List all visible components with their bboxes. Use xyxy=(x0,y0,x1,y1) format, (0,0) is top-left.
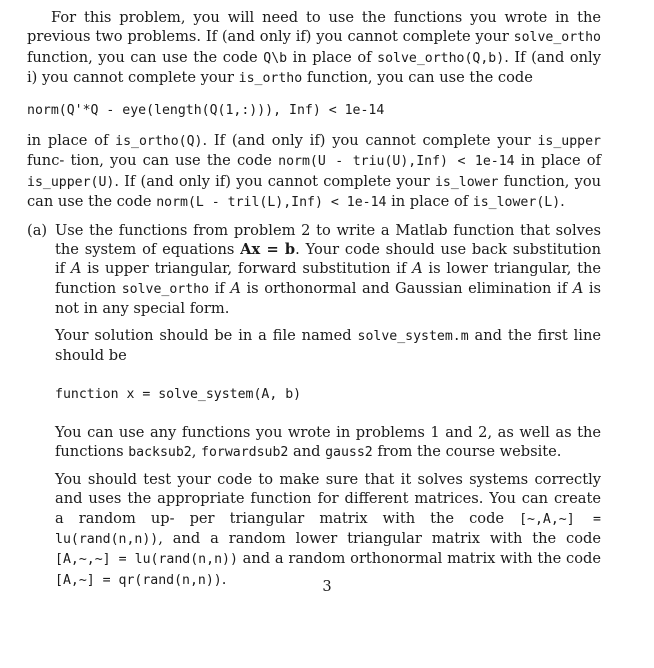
intro-paragraph: For this problem, you will need to use the functions you wrote in the previous two problems. If (and only if) you cannot complete your solve_ortho function, you can use the code Q\b in place of solve_ortho(Q,b). If (and only i) you cannot complete your is_ortho function, you can use the code xyxy=(27,9,601,87)
part-a-task: Use the functions from problem 2 to write a Matlab function that solves the system of equations Ax = b. Your code should use back substitution if A is upper triangular, forward substitution if A is lower triangular, the function solve_ortho if A is orthonormal and Gaussian elimination if A is not in any special form. xyxy=(55,221,602,318)
code-block-is-ortho: norm(Q'*Q - eye(length(Q(1,:))), Inf) < 1e-14 xyxy=(27,102,385,118)
equation: Ax = b xyxy=(240,241,296,259)
code-block-function-signature: function x = solve_system(A, b) xyxy=(55,386,302,402)
inline-code: solve_ortho(Q,b) xyxy=(377,50,505,66)
inline-code: solve_ortho xyxy=(513,30,601,46)
page-number: 3 xyxy=(322,578,332,595)
part-a-label: (a) xyxy=(27,221,48,239)
part-a xyxy=(27,221,601,591)
inline-code: is_ortho xyxy=(238,71,303,87)
part-a-filename: Your solution should be in a file named solve_system.m and the first line should be xyxy=(55,326,601,365)
inline-code: Q\b xyxy=(263,50,288,66)
document-page xyxy=(27,8,601,590)
fallback-paragraph: in place of is_ortho(Q). If (and only if) you cannot complete your is_upper func- tion, you can use the code norm(U - triu(U),Inf) < 1e-14 in place of is_upper(U). If (and only if) you cannot complete your is_lower function, you can use the code norm(L - tril(L),Inf) < 1e-14 in place of is_lower(L). xyxy=(27,132,602,211)
part-a-allowed-functions: You can use any functions you wrote in problems 1 and 2, as well as the functions backsub2, forwardsub2 and gauss2 from the course website. xyxy=(55,423,601,461)
part-a-testing: You should test your code to make sure that it solves systems correctly and uses the appropriate function for different matrices. You can create a random up- per triangular matrix with the code [~,A,~] = lu(rand(n,n)), and a random lower triangular matrix with the code [A,~,~] = lu(rand(n,n)) and a random orthonormal matrix with the code [A,~] = qr(rand(n,n)). xyxy=(55,470,601,588)
